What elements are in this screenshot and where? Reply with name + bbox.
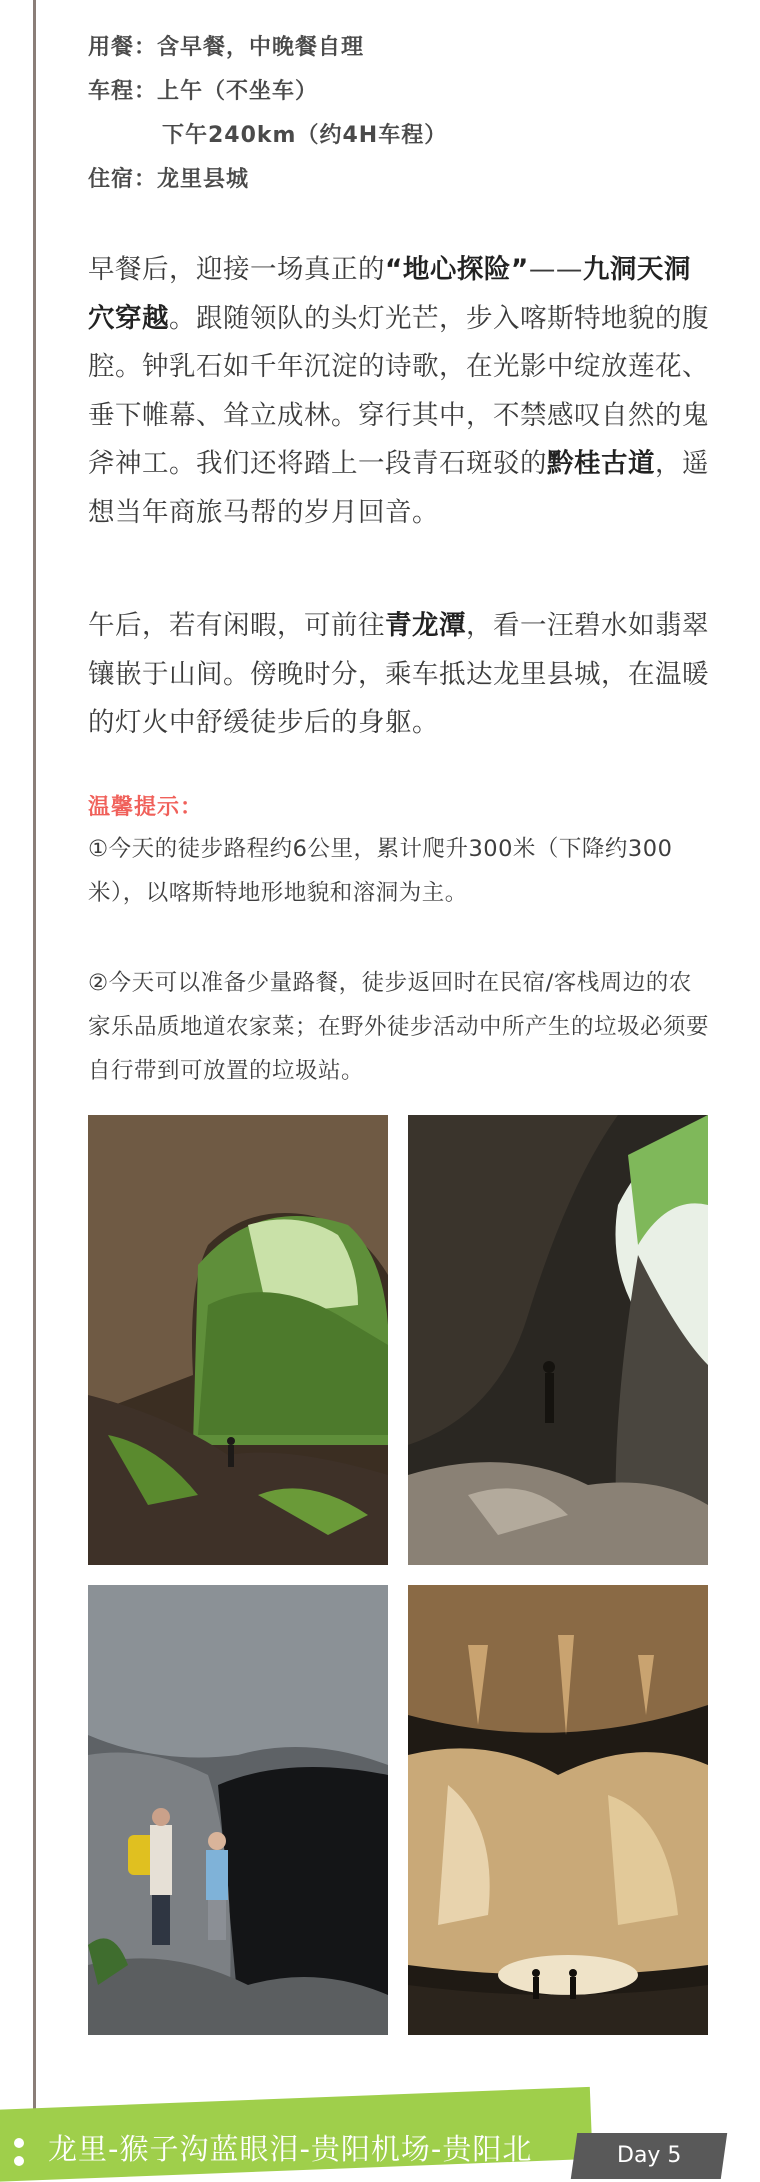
day-route-title: 龙里-猴子沟蓝眼泪-贵阳机场-贵阳北: [48, 2132, 533, 2166]
photo-cave-silhouette-light: [408, 1115, 708, 1565]
text-span: ，看一汪碧水如翡翠镶嵌于山间。傍晚时分，乘车抵达龙里县城，在温暖的灯火中舒缓徒步后的身躯。: [88, 610, 709, 738]
tip-2: ②今天可以准备少量路餐，徒步返回时在民宿/客栈周边的农家乐品质地道农家菜；在野外徒步活动中所产生的垃圾必须要自行带到可放置的垃圾站。: [88, 970, 710, 1084]
itinerary-paragraph-afternoon: [88, 602, 710, 748]
highlight-text: 黔桂古道: [547, 448, 655, 479]
text-span: 午后，若有闲暇，可前往: [88, 610, 385, 641]
day-number-label: Day 5: [616, 2143, 682, 2168]
timeline-line: [33, 0, 36, 2110]
day-info: [88, 26, 708, 202]
meals-info: 用餐：含早餐，中晚餐自理: [88, 35, 365, 60]
transport-am-info: 车程：上午（不坐车）: [88, 79, 319, 104]
text-span: 。跟随领队的头灯光芒，步入喀斯特地貌的腹腔。钟乳石如千年沉淀的诗歌，在光影中绽放莲花、垂下帷幕、耸立成林。穿行其中，不禁感叹自然的鬼斧神工。我们还将踏上一段青石斑驳的: [88, 302, 709, 479]
lodging-info: 住宿：龙里县城: [88, 167, 250, 192]
text-span: ，遥想当年商旅马帮的岁月回音。: [88, 448, 709, 528]
highlight-text: 九洞天洞穴穿越: [88, 254, 691, 334]
text-span: ——: [528, 254, 583, 285]
transport-pm-info: 下午240km（约4H车程）: [162, 123, 448, 148]
banner-dots-icon: [14, 2138, 24, 2174]
tip-1: ①今天的徒步路程约6公里，累计爬升300米（下降约300米），以喀斯特地形地貌和溶洞为主。: [88, 836, 673, 906]
photo-illuminated-cave-hall: [408, 1585, 708, 2035]
itinerary-paragraph-morning: [88, 246, 710, 537]
photo-cave-arch-forest: [88, 1115, 388, 1565]
text-span: 早餐后，迎接一场真正的: [88, 254, 385, 285]
highlight-text: “地心探险”: [385, 254, 529, 285]
day-number-tag: [571, 2133, 727, 2179]
tips-title: 温馨提示：: [88, 795, 204, 820]
photo-hikers-cave-entrance: [88, 1585, 388, 2035]
highlight-text: 青龙潭: [385, 610, 466, 641]
